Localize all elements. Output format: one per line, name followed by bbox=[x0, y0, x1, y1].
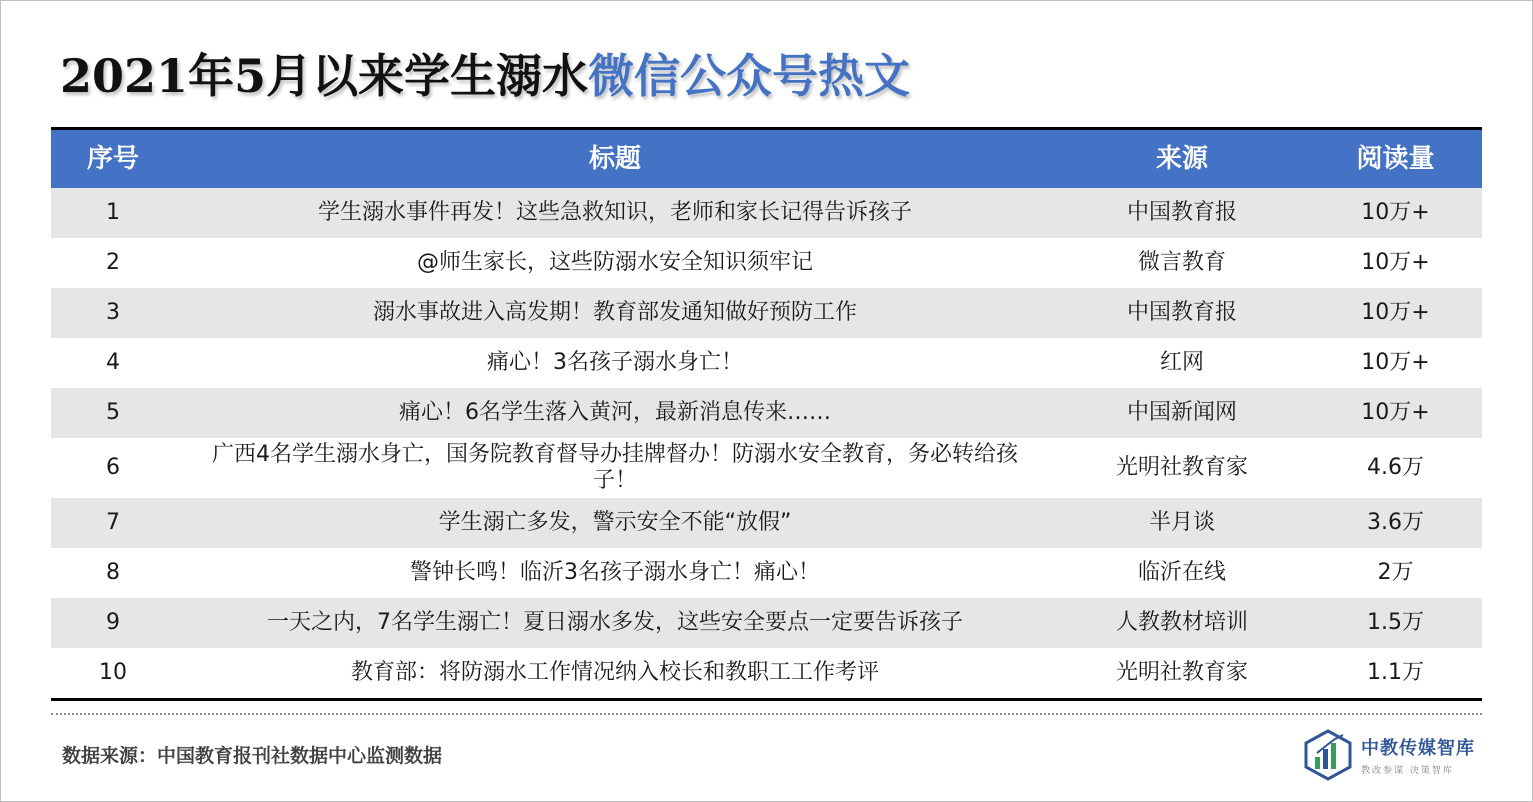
row-views: 1.5万 bbox=[1367, 610, 1424, 635]
row-views: 1.1万 bbox=[1367, 660, 1424, 685]
row-source: 光明社教育家 bbox=[1115, 660, 1248, 685]
table-row bbox=[51, 188, 1482, 238]
table-row bbox=[51, 598, 1482, 648]
dotted-divider bbox=[51, 713, 1482, 715]
logo-text bbox=[1361, 734, 1475, 776]
header-source: 来源 bbox=[1155, 144, 1208, 174]
row-title: 溺水事故进入高发期！教育部发通知做好预防工作 bbox=[372, 300, 857, 325]
logo-name: 中教传媒智库 bbox=[1361, 738, 1475, 759]
table-row bbox=[51, 388, 1482, 438]
row-views: 10万+ bbox=[1361, 250, 1430, 275]
row-source: 临沂在线 bbox=[1137, 560, 1226, 585]
header-title: 标题 bbox=[588, 144, 641, 174]
title-highlight: 微信公众号热文 bbox=[588, 49, 911, 103]
row-title: 一天之内，7名学生溺亡！夏日溺水多发，这些安全要点一定要告诉孩子 bbox=[267, 610, 963, 635]
table-row bbox=[51, 438, 1482, 498]
brand-logo bbox=[1303, 727, 1483, 783]
table-row bbox=[51, 288, 1482, 338]
page-title bbox=[60, 48, 910, 104]
header-num: 序号 bbox=[86, 144, 139, 174]
row-title: 痛心！6名学生落入黄河，最新消息传来…… bbox=[399, 400, 831, 425]
row-num: 4 bbox=[106, 350, 120, 375]
row-title: 广西4名学生溺水身亡，国务院教育督导办挂牌督办！防溺水安全教育，务必转给孩子！ bbox=[212, 442, 1018, 493]
title-main: 2021年5月以来学生溺水 bbox=[60, 49, 589, 103]
row-views: 4.6万 bbox=[1367, 455, 1424, 480]
row-title: 教育部：将防溺水工作情况纳入校长和教职工工作考评 bbox=[350, 660, 879, 685]
row-source: 光明社教育家 bbox=[1115, 455, 1248, 480]
table-row bbox=[51, 238, 1482, 288]
row-title: 学生溺亡多发，警示安全不能“放假” bbox=[438, 510, 792, 535]
table-row bbox=[51, 648, 1482, 698]
row-title: 学生溺水事件再发！这些急救知识，老师和家长记得告诉孩子 bbox=[317, 200, 912, 225]
logo-slogan: 教改参谋 决策智库 bbox=[1361, 766, 1454, 776]
row-source: 半月谈 bbox=[1148, 510, 1215, 535]
row-views: 3.6万 bbox=[1367, 510, 1424, 535]
row-num: 10 bbox=[99, 660, 127, 685]
articles-table bbox=[51, 127, 1482, 701]
table-row bbox=[51, 338, 1482, 388]
data-source-note: 数据来源：中国教育报刊社数据中心监测数据 bbox=[62, 745, 443, 767]
row-num: 6 bbox=[106, 455, 120, 480]
row-source: 中国教育报 bbox=[1126, 200, 1237, 225]
row-num: 8 bbox=[106, 560, 120, 585]
table-row bbox=[51, 498, 1482, 548]
row-num: 2 bbox=[106, 250, 120, 275]
row-num: 9 bbox=[106, 610, 120, 635]
row-views: 10万+ bbox=[1361, 200, 1430, 225]
row-views: 10万+ bbox=[1361, 400, 1430, 425]
row-views: 10万+ bbox=[1361, 350, 1430, 375]
row-views: 2万 bbox=[1377, 560, 1414, 585]
table-header bbox=[51, 130, 1482, 188]
row-num: 3 bbox=[106, 300, 120, 325]
chart-logo-icon bbox=[1303, 729, 1353, 781]
row-title: 警钟长鸣！临沂3名孩子溺水身亡！痛心！ bbox=[410, 560, 820, 585]
row-title: @师生家长，这些防溺水安全知识须牢记 bbox=[416, 250, 813, 275]
row-num: 5 bbox=[106, 400, 120, 425]
row-num: 1 bbox=[106, 200, 120, 225]
row-source: 中国教育报 bbox=[1126, 300, 1237, 325]
row-num: 7 bbox=[106, 510, 120, 535]
row-views: 10万+ bbox=[1361, 300, 1430, 325]
row-source: 中国新闻网 bbox=[1126, 400, 1237, 425]
row-title: 痛心！3名孩子溺水身亡！ bbox=[487, 350, 743, 375]
header-views: 阅读量 bbox=[1356, 144, 1435, 174]
row-source: 微言教育 bbox=[1137, 250, 1226, 275]
row-source: 人教教材培训 bbox=[1115, 610, 1248, 635]
table-row bbox=[51, 548, 1482, 598]
row-source: 红网 bbox=[1159, 350, 1204, 375]
